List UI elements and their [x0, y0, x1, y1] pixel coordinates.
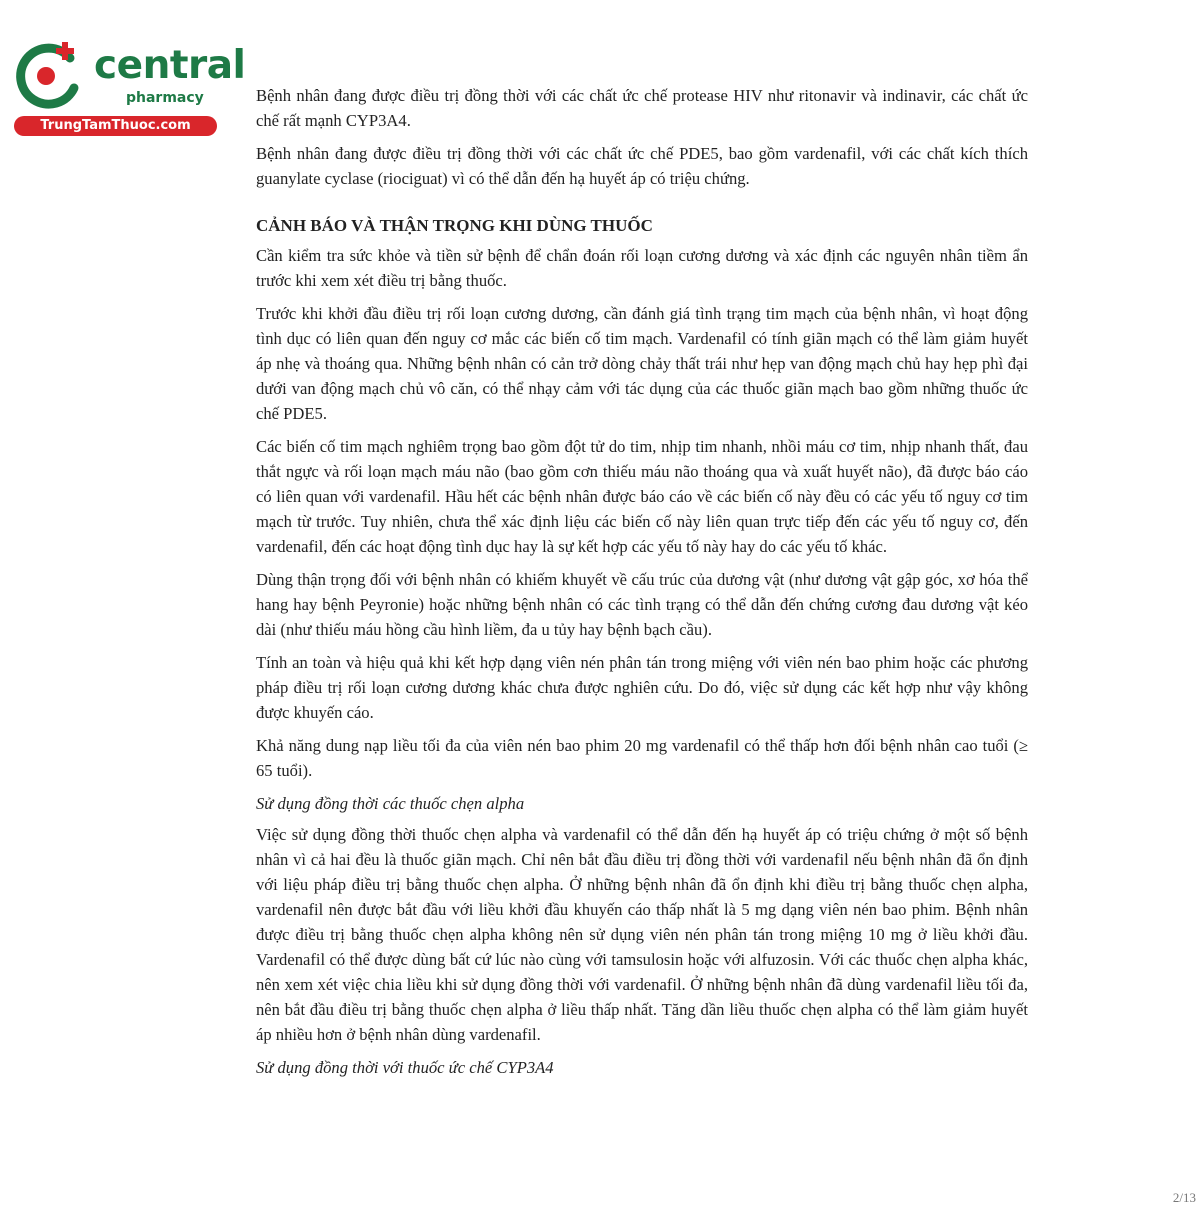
- subheading-alpha-blockers: Sử dụng đồng thời các thuốc chẹn alpha: [256, 794, 525, 813]
- brand-logo: [8, 36, 246, 136]
- logo-website-bar: TrungTamThuoc.com: [14, 116, 217, 136]
- paragraph-alpha-blockers: Việc sử dụng đồng thời thuốc chẹn alpha và vardenafil có thể dẫn đến hạ huyết áp có triệu chứng ở một số bệnh nhân vì cả hai đều là thuốc giãn mạch. Chỉ nên bắt đầu điều trị đồng thời với vardenafil nếu bệnh nhân đã ổn định với liệu pháp điều trị bằng thuốc chẹn alpha. Ở những bệnh nhân đã ổn định khi điều trị bằng thuốc chẹn alpha, vardenafil nên được bắt đầu với liều khởi đầu khuyến cáo thấp nhất là 5 mg dạng viên nén bao phim. Bệnh nhân được điều trị bằng thuốc chẹn alpha không nên sử dụng viên nén phân tán trong miệng 10 mg ở liều khởi đầu. Vardenafil có thể được dùng bất cứ lúc nào cùng với tamsulosin hoặc với alfuzosin. Với các thuốc chẹn alpha khác, nên xem xét việc chia liều khi sử dụng đồng thời với vardenafil. Ở những bệnh nhân đã dùng vardenafil liều tối đa, nên bắt đầu điều trị bằng thuốc chẹn alpha ở liều thấp nhất. Tăng dần liều thuốc chẹn alpha có thể làm giảm huyết áp nhiều hơn ở bệnh nhân dùng vardenafil.: [256, 825, 1028, 1044]
- logo-name: central: [94, 43, 246, 88]
- paragraph-cardiovascular: Trước khi khởi đầu điều trị rối loạn cương dương, cần đánh giá tình trạng tim mạch của bệnh nhân, vì hoạt động tình dục có liên quan đến nguy cơ mắc các biến cố tim mạch. Vardenafil có tính giãn mạch có thể làm giảm huyết áp nhẹ và thoáng qua. Những bệnh nhân có cản trở dòng chảy thất trái như hẹp van động mạch chủ hay hẹp phì đại dưới van động mạch chủ vô căn, có thể nhạy cảm với tác dụng của các thuốc giãn mạch bao gồm những thuốc ức chế PDE5.: [256, 304, 1028, 423]
- paragraph-elderly: Khả năng dung nạp liều tối đa của viên nén bao phim 20 mg vardenafil có thể thấp hơn đối bệnh nhân cao tuổi (≥ 65 tuổi).: [256, 736, 1028, 780]
- page-number: 2/13: [1172, 1190, 1196, 1205]
- section-heading-warnings: CẢNH BÁO VÀ THẬN TRỌNG KHI DÙNG THUỐC: [256, 216, 653, 235]
- central-pharmacy-logo-icon: [8, 36, 88, 116]
- paragraph-serious-events: Các biến cố tim mạch nghiêm trọng bao gồm đột tử do tim, nhịp tim nhanh, nhồi máu cơ tim, nhịp nhanh thất, đau thắt ngực và rối loạn mạch máu não (bao gồm cơn thiếu máu não thoáng qua và xuất huyết não), đã được báo cáo có liên quan với vardenafil. Hầu hết các bệnh nhân được báo cáo về các biến cố này đều có các yếu tố nguy cơ tim mạch từ trước. Tuy nhiên, chưa thể xác định liệu các biến cố này liên quan trực tiếp đến các yếu tố nguy cơ, đến vardenafil, đến các hoạt động tình dục hay là sự kết hợp các yếu tố này hay do các yếu tố khác.: [256, 437, 1028, 556]
- paragraph-contraindication-hiv: Bệnh nhân đang được điều trị đồng thời với các chất ức chế protease HIV như ritonavir và indinavir, các chất ức chế rất mạnh CYP3A4.: [256, 86, 1028, 130]
- paragraph-penile-deformation: Dùng thận trọng đối với bệnh nhân có khiếm khuyết về cấu trúc của dương vật (như dương vật gập góc, xơ hóa thể hang hay bệnh Peyronie) hoặc những bệnh nhân có các tình trạng có thể dẫn đến chứng cương đau dương vật kéo dài (như thiếu máu hồng cầu hình liềm, đa u tủy hay bệnh bạch cầu).: [256, 570, 1028, 639]
- paragraph-combination-safety: Tính an toàn và hiệu quả khi kết hợp dạng viên nén phân tán trong miệng với viên nén bao phim hoặc các phương pháp điều trị rối loạn cương dương khác chưa được nghiên cứu. Do đó, việc sử dụng các kết hợp như vậy không được khuyến cáo.: [256, 653, 1028, 722]
- document-body: [256, 83, 1028, 1086]
- paragraph-contraindication-pde5: Bệnh nhân đang được điều trị đồng thời với các chất ức chế PDE5, bao gồm vardenafil, với các chất kích thích guanylate cyclase (riociguat) vì có thể dẫn đến hạ huyết áp có triệu chứng.: [256, 144, 1028, 188]
- paragraph-health-check: Cần kiểm tra sức khỏe và tiền sử bệnh để chẩn đoán rối loạn cương dương và xác định các nguyên nhân tiềm ẩn trước khi xem xét điều trị bằng thuốc.: [256, 246, 1028, 290]
- subheading-cyp3a4: Sử dụng đồng thời với thuốc ức chế CYP3A4: [256, 1058, 554, 1077]
- logo-subtitle: pharmacy: [126, 90, 204, 106]
